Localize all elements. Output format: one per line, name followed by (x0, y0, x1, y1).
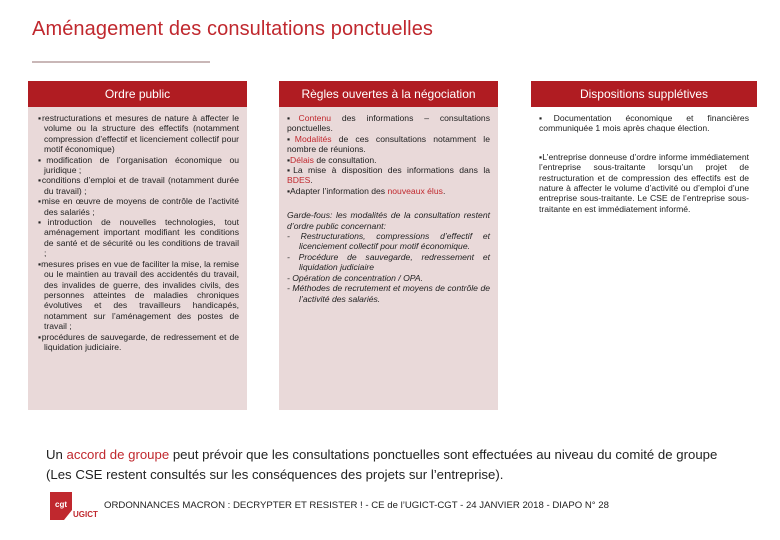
column-header-ordre-public: Ordre public (28, 81, 247, 107)
logo-text-bottom: UGICT (73, 510, 98, 519)
list-item: ▪ Délais de consultation. (287, 155, 490, 165)
footer-text: ORDONNANCES MACRON : DECRYPTER ET RESISTER ! - CE de l’UGICT-CGT - 24 JANVIER 2018 - DIAPO N° 28 (104, 500, 609, 511)
column-dispositions (531, 81, 757, 410)
list-item: ▪ mesures prises en vue de faciliter la mise, la remise ou le maintien au travail des accidentés du travail, des invalides de guerre, des invalides civils, des personnes atteintes de maladies chroniques évolutives et des travailleurs handicapés, notamment sur l’aménagement des postes de travail ; (36, 259, 239, 332)
ugict-cgt-logo (46, 490, 102, 524)
list-item: ▪ modification de l’organisation économique ou juridique ; (36, 155, 239, 176)
title-underline (32, 61, 210, 63)
column-body-dispositions (531, 107, 757, 410)
highlight-accord-de-groupe: accord de groupe (66, 447, 170, 462)
group-agreement-note: Un accord de groupe peut prévoir que les consultations ponctuelles sont effectuées au niveau du comité de groupe (Les CSE restent consultés sur les conséquences des projets sur l’entreprise). (46, 447, 718, 482)
column-header-regles: Règles ouvertes à la négociation (279, 81, 498, 107)
logo-text-top: cgt (55, 500, 67, 509)
list-item: ▪ restructurations et mesures de nature à affecter le volume ou la structure des effectifs (notamment compression d’effectif et licenciement collectif pour motif économique) (36, 113, 239, 155)
list-item: ▪ mise en œuvre de moyens de contrôle de l’activité des salariés ; (36, 196, 239, 217)
garde-fous-item: - Opération de concentration / OPA. (287, 272, 423, 283)
list-item: ▪ Modalités de ces consultations notamment le nombre de réunions. (287, 134, 490, 155)
list-item: ▪ Contenu des informations – consultations ponctuelles. (287, 113, 490, 134)
garde-fous-block (287, 210, 490, 304)
list-item: ▪ Documentation économique et financières communiquée 1 mois après chaque élection. (539, 113, 749, 134)
list-item: ▪ conditions d’emploi et de travail (notamment durée du travail) ; (36, 175, 239, 196)
column-regles (279, 81, 498, 410)
list-item: ▪ introduction de nouvelles technologies, tout aménagement important modifiant les conditions de santé et de sécurité ou les conditions de travail ; (36, 217, 239, 259)
page-title: Aménagement des consultations ponctuelles (32, 18, 434, 40)
column-body-regles (279, 107, 498, 410)
garde-fous-item: - Restructurations, compressions d’effectif et licenciement collectif pour motif économique. (287, 231, 490, 252)
garde-fous-item: - Méthodes de recrutement et moyens de contrôle de l’activité des salariés. (287, 283, 490, 304)
column-header-dispositions: Dispositions supplétives (531, 81, 757, 107)
list-item: ▪ L’entreprise donneuse d’ordre informe immédiatement l’entreprise sous-traitante lorsqu’un projet de restructuration et de compression des effectifs est de nature à affecter le volume d’activité ou d’emploi d’une entreprise sous-traitante. Le CSE de l’entreprise sous-traitante en est immédiatement informé. (539, 152, 749, 214)
garde-fous-item: - Procédure de sauvegarde, redressement et liquidation judiciaire (287, 251, 490, 273)
list-item: ▪ Adapter l’information des nouveaux élus. (287, 186, 490, 196)
list-item: ▪ procédures de sauvegarde, de redressement et de liquidation judiciaire. (36, 332, 239, 353)
garde-fous-intro: Garde-fous: les modalités de la consultation restent d’ordre public concernant: (287, 210, 490, 231)
list-item: ▪ La mise à disposition des informations dans la BDES. (287, 165, 490, 186)
column-body-ordre-public (28, 107, 247, 410)
column-ordre-public (28, 81, 247, 410)
